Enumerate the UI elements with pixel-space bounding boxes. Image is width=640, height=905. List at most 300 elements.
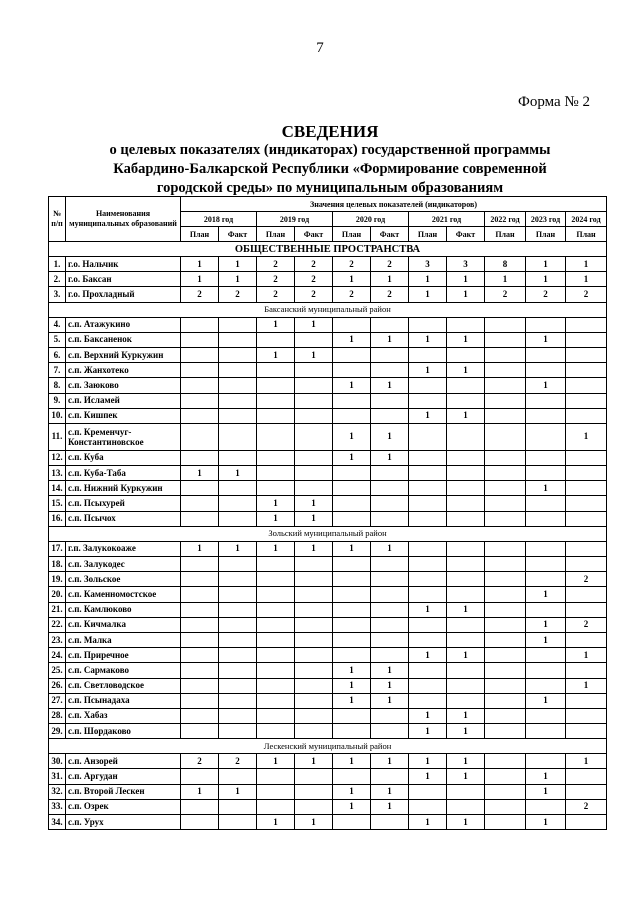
value-cell <box>566 708 607 723</box>
value-cell <box>181 678 219 693</box>
value-cell: 1 <box>526 481 566 496</box>
value-cell <box>447 663 485 678</box>
value-cell <box>295 423 333 450</box>
value-cell: 1 <box>447 602 485 617</box>
value-cell <box>181 693 219 708</box>
value-cell <box>219 393 257 408</box>
value-cell <box>371 724 409 739</box>
value-cell <box>219 557 257 572</box>
municipality-name: г.о. Баксан <box>66 272 181 287</box>
value-cell <box>409 423 447 450</box>
value-cell <box>447 496 485 511</box>
value-cell: 1 <box>371 450 409 465</box>
value-cell <box>566 557 607 572</box>
value-cell <box>219 799 257 814</box>
value-cell <box>485 423 526 450</box>
value-cell <box>526 393 566 408</box>
value-cell <box>371 511 409 526</box>
municipality-name: с.п. Зольское <box>66 572 181 587</box>
value-cell <box>181 815 219 830</box>
value-cell <box>409 572 447 587</box>
indicators-table <box>48 196 607 830</box>
row-number: 23. <box>49 632 66 647</box>
table-row <box>49 511 607 526</box>
value-cell <box>371 617 409 632</box>
value-cell <box>485 648 526 663</box>
value-cell <box>333 708 371 723</box>
municipality-name: с.п. Малка <box>66 632 181 647</box>
value-cell <box>485 378 526 393</box>
value-cell <box>219 617 257 632</box>
value-cell <box>485 632 526 647</box>
value-cell <box>447 541 485 556</box>
table-row <box>49 754 607 769</box>
value-cell <box>295 408 333 423</box>
value-cell: 1 <box>257 815 295 830</box>
value-cell <box>526 754 566 769</box>
value-cell <box>295 784 333 799</box>
value-cell: 1 <box>181 257 219 272</box>
value-cell: 1 <box>371 423 409 450</box>
value-cell: 2 <box>485 287 526 302</box>
value-cell: 1 <box>333 784 371 799</box>
value-cell <box>333 572 371 587</box>
value-cell: 1 <box>333 272 371 287</box>
value-cell <box>371 587 409 602</box>
value-cell <box>181 317 219 332</box>
value-cell <box>526 423 566 450</box>
value-cell <box>333 617 371 632</box>
value-cell <box>409 693 447 708</box>
value-cell <box>485 815 526 830</box>
value-cell <box>526 799 566 814</box>
value-cell <box>219 378 257 393</box>
value-cell: 1 <box>447 287 485 302</box>
row-number: 10. <box>49 408 66 423</box>
header-plan: План <box>257 227 295 242</box>
row-number: 4. <box>49 317 66 332</box>
value-cell <box>333 481 371 496</box>
value-cell <box>257 602 295 617</box>
value-cell: 2 <box>219 287 257 302</box>
municipality-name: с.п. Озрек <box>66 799 181 814</box>
value-cell <box>257 363 295 378</box>
row-number: 34. <box>49 815 66 830</box>
municipality-name: с.п. Светловодское <box>66 678 181 693</box>
value-cell <box>333 815 371 830</box>
value-cell: 1 <box>409 272 447 287</box>
table-row <box>49 408 607 423</box>
value-cell <box>526 511 566 526</box>
value-cell: 1 <box>371 784 409 799</box>
value-cell: 1 <box>409 708 447 723</box>
value-cell <box>295 632 333 647</box>
value-cell <box>371 347 409 362</box>
value-cell <box>409 511 447 526</box>
value-cell <box>333 602 371 617</box>
value-cell <box>566 393 607 408</box>
municipality-name: с.п. Заюково <box>66 378 181 393</box>
value-cell <box>219 602 257 617</box>
value-cell <box>485 617 526 632</box>
value-cell <box>485 481 526 496</box>
value-cell <box>485 347 526 362</box>
value-cell <box>371 708 409 723</box>
value-cell <box>333 347 371 362</box>
value-cell <box>409 617 447 632</box>
title-line-1: о целевых показателях (индикаторах) государственной программы <box>109 142 551 158</box>
value-cell: 1 <box>409 363 447 378</box>
value-cell <box>485 572 526 587</box>
value-cell <box>447 466 485 481</box>
table-row <box>49 799 607 814</box>
header-values: Значения целевых показателей (индикаторов) <box>181 197 607 212</box>
value-cell <box>219 648 257 663</box>
value-cell <box>566 408 607 423</box>
municipality-name: г.п. Залукокоаже <box>66 541 181 556</box>
value-cell: 1 <box>409 602 447 617</box>
value-cell: 1 <box>371 799 409 814</box>
value-cell <box>566 784 607 799</box>
value-cell: 1 <box>257 541 295 556</box>
municipality-name: с.п. Хабаз <box>66 708 181 723</box>
value-cell <box>181 632 219 647</box>
title-line-2: Кабардино-Балкарской Республики «Формирование современной <box>113 161 547 177</box>
value-cell <box>409 317 447 332</box>
value-cell <box>485 602 526 617</box>
value-cell <box>526 541 566 556</box>
value-cell <box>295 450 333 465</box>
value-cell <box>447 511 485 526</box>
value-cell <box>219 496 257 511</box>
value-cell: 1 <box>566 257 607 272</box>
value-cell <box>181 423 219 450</box>
municipality-name: с.п. Верхний Куркужин <box>66 347 181 362</box>
row-number: 26. <box>49 678 66 693</box>
value-cell: 1 <box>257 347 295 362</box>
value-cell <box>566 378 607 393</box>
value-cell <box>295 693 333 708</box>
value-cell <box>295 587 333 602</box>
value-cell <box>447 378 485 393</box>
value-cell <box>409 450 447 465</box>
value-cell <box>257 393 295 408</box>
value-cell <box>371 408 409 423</box>
header-plan: План <box>333 227 371 242</box>
value-cell: 1 <box>257 317 295 332</box>
header-num: № п/п <box>49 197 66 242</box>
value-cell <box>219 678 257 693</box>
row-number: 16. <box>49 511 66 526</box>
value-cell <box>257 332 295 347</box>
value-cell <box>566 496 607 511</box>
value-cell <box>333 511 371 526</box>
row-number: 27. <box>49 693 66 708</box>
value-cell <box>526 317 566 332</box>
value-cell <box>219 511 257 526</box>
value-cell <box>181 572 219 587</box>
value-cell <box>295 724 333 739</box>
table-row <box>49 317 607 332</box>
value-cell <box>257 784 295 799</box>
value-cell: 1 <box>181 784 219 799</box>
header-year: 2023 год <box>526 212 566 227</box>
value-cell <box>526 648 566 663</box>
section-title: Баксанский муниципальный район <box>49 302 607 317</box>
table-row <box>49 663 607 678</box>
value-cell <box>333 632 371 647</box>
value-cell: 1 <box>447 754 485 769</box>
value-cell <box>181 557 219 572</box>
section-row <box>49 242 607 257</box>
value-cell <box>295 602 333 617</box>
value-cell <box>485 587 526 602</box>
header-year: 2019 год <box>257 212 333 227</box>
table-row <box>49 648 607 663</box>
value-cell: 1 <box>447 648 485 663</box>
value-cell <box>485 784 526 799</box>
value-cell <box>447 393 485 408</box>
value-cell <box>371 466 409 481</box>
value-cell <box>409 466 447 481</box>
value-cell <box>371 815 409 830</box>
value-cell <box>219 708 257 723</box>
value-cell <box>295 708 333 723</box>
value-cell: 1 <box>566 678 607 693</box>
value-cell <box>485 663 526 678</box>
value-cell <box>566 347 607 362</box>
value-cell: 1 <box>333 423 371 450</box>
municipality-name: с.п. Куба-Таба <box>66 466 181 481</box>
value-cell <box>409 481 447 496</box>
value-cell: 1 <box>219 541 257 556</box>
value-cell <box>181 511 219 526</box>
value-cell <box>526 450 566 465</box>
value-cell: 2 <box>257 272 295 287</box>
value-cell <box>181 496 219 511</box>
value-cell <box>526 572 566 587</box>
value-cell: 1 <box>526 769 566 784</box>
value-cell <box>566 466 607 481</box>
value-cell: 1 <box>371 272 409 287</box>
value-cell <box>181 587 219 602</box>
table-row <box>49 378 607 393</box>
municipality-name: с.п. Аргудан <box>66 769 181 784</box>
value-cell: 1 <box>566 648 607 663</box>
value-cell: 2 <box>295 287 333 302</box>
value-cell: 2 <box>566 799 607 814</box>
table-row <box>49 450 607 465</box>
value-cell <box>371 648 409 663</box>
value-cell <box>447 678 485 693</box>
value-cell <box>257 423 295 450</box>
value-cell <box>485 393 526 408</box>
value-cell <box>485 769 526 784</box>
value-cell <box>295 799 333 814</box>
municipality-name: с.п. Второй Лескен <box>66 784 181 799</box>
value-cell <box>409 393 447 408</box>
value-cell: 2 <box>219 754 257 769</box>
table-row <box>49 617 607 632</box>
header-name: Наименования муниципальных образований <box>66 197 181 242</box>
value-cell: 2 <box>295 257 333 272</box>
value-cell <box>526 724 566 739</box>
table-row <box>49 393 607 408</box>
header-year: 2024 год <box>566 212 607 227</box>
value-cell <box>181 648 219 663</box>
value-cell <box>447 557 485 572</box>
section-row <box>49 526 607 541</box>
value-cell <box>447 784 485 799</box>
row-number: 28. <box>49 708 66 723</box>
value-cell <box>447 632 485 647</box>
value-cell: 1 <box>371 541 409 556</box>
header-plan: План <box>409 227 447 242</box>
value-cell <box>566 724 607 739</box>
value-cell: 1 <box>295 815 333 830</box>
value-cell: 1 <box>526 693 566 708</box>
value-cell <box>257 632 295 647</box>
value-cell <box>219 481 257 496</box>
value-cell: 1 <box>181 272 219 287</box>
value-cell: 1 <box>526 257 566 272</box>
table-row <box>49 332 607 347</box>
row-number: 5. <box>49 332 66 347</box>
value-cell <box>219 724 257 739</box>
value-cell: 3 <box>447 257 485 272</box>
value-cell <box>485 541 526 556</box>
value-cell <box>409 799 447 814</box>
value-cell: 1 <box>447 724 485 739</box>
value-cell <box>257 648 295 663</box>
municipality-name: г.о. Нальчик <box>66 257 181 272</box>
value-cell <box>257 769 295 784</box>
municipality-name: с.п. Кременчуг-Константиновское <box>66 423 181 450</box>
value-cell <box>181 408 219 423</box>
value-cell <box>295 663 333 678</box>
value-cell <box>409 587 447 602</box>
value-cell <box>181 617 219 632</box>
value-cell <box>566 693 607 708</box>
value-cell: 8 <box>485 257 526 272</box>
row-number: 33. <box>49 799 66 814</box>
row-number: 21. <box>49 602 66 617</box>
value-cell <box>371 317 409 332</box>
value-cell <box>333 408 371 423</box>
value-cell: 3 <box>409 257 447 272</box>
value-cell <box>485 557 526 572</box>
value-cell: 1 <box>447 769 485 784</box>
value-cell: 1 <box>447 272 485 287</box>
row-number: 25. <box>49 663 66 678</box>
value-cell: 1 <box>295 754 333 769</box>
value-cell <box>485 332 526 347</box>
row-number: 13. <box>49 466 66 481</box>
value-cell <box>257 617 295 632</box>
section-row <box>49 739 607 754</box>
title-main: СВЕДЕНИЯ <box>281 122 379 141</box>
value-cell <box>295 393 333 408</box>
table-row <box>49 724 607 739</box>
value-cell <box>371 632 409 647</box>
value-cell <box>181 708 219 723</box>
table-row <box>49 708 607 723</box>
value-cell <box>485 450 526 465</box>
row-number: 14. <box>49 481 66 496</box>
value-cell <box>219 347 257 362</box>
municipality-name: с.п. Кишпек <box>66 408 181 423</box>
value-cell: 1 <box>333 541 371 556</box>
value-cell: 1 <box>371 693 409 708</box>
value-cell: 2 <box>371 257 409 272</box>
value-cell <box>447 423 485 450</box>
municipality-name: с.п. Залукодес <box>66 557 181 572</box>
value-cell: 1 <box>333 378 371 393</box>
value-cell <box>219 572 257 587</box>
value-cell: 1 <box>447 332 485 347</box>
value-cell <box>333 587 371 602</box>
value-cell <box>409 557 447 572</box>
table-row <box>49 769 607 784</box>
value-cell <box>219 632 257 647</box>
municipality-name: с.п. Баксаненок <box>66 332 181 347</box>
value-cell: 1 <box>257 511 295 526</box>
value-cell <box>219 450 257 465</box>
value-cell <box>371 572 409 587</box>
value-cell: 1 <box>409 769 447 784</box>
value-cell <box>526 557 566 572</box>
value-cell: 1 <box>566 272 607 287</box>
value-cell <box>485 724 526 739</box>
value-cell <box>485 799 526 814</box>
value-cell <box>526 602 566 617</box>
row-number: 24. <box>49 648 66 663</box>
value-cell: 1 <box>409 287 447 302</box>
value-cell <box>181 378 219 393</box>
table-row <box>49 347 607 362</box>
row-number: 12. <box>49 450 66 465</box>
value-cell: 1 <box>219 784 257 799</box>
row-number: 22. <box>49 617 66 632</box>
value-cell <box>526 678 566 693</box>
value-cell: 1 <box>181 541 219 556</box>
value-cell <box>447 481 485 496</box>
value-cell: 1 <box>566 754 607 769</box>
value-cell <box>447 799 485 814</box>
value-cell: 1 <box>219 466 257 481</box>
value-cell <box>333 496 371 511</box>
value-cell <box>181 393 219 408</box>
value-cell: 2 <box>181 287 219 302</box>
value-cell <box>333 393 371 408</box>
row-number: 30. <box>49 754 66 769</box>
value-cell: 1 <box>333 332 371 347</box>
value-cell <box>181 481 219 496</box>
value-cell: 1 <box>295 317 333 332</box>
value-cell: 1 <box>295 496 333 511</box>
value-cell <box>566 317 607 332</box>
table-row <box>49 572 607 587</box>
table-row <box>49 632 607 647</box>
value-cell: 1 <box>409 754 447 769</box>
value-cell: 1 <box>409 332 447 347</box>
value-cell <box>257 481 295 496</box>
value-cell <box>371 496 409 511</box>
row-number: 31. <box>49 769 66 784</box>
value-cell <box>447 450 485 465</box>
value-cell <box>333 769 371 784</box>
value-cell: 1 <box>295 541 333 556</box>
